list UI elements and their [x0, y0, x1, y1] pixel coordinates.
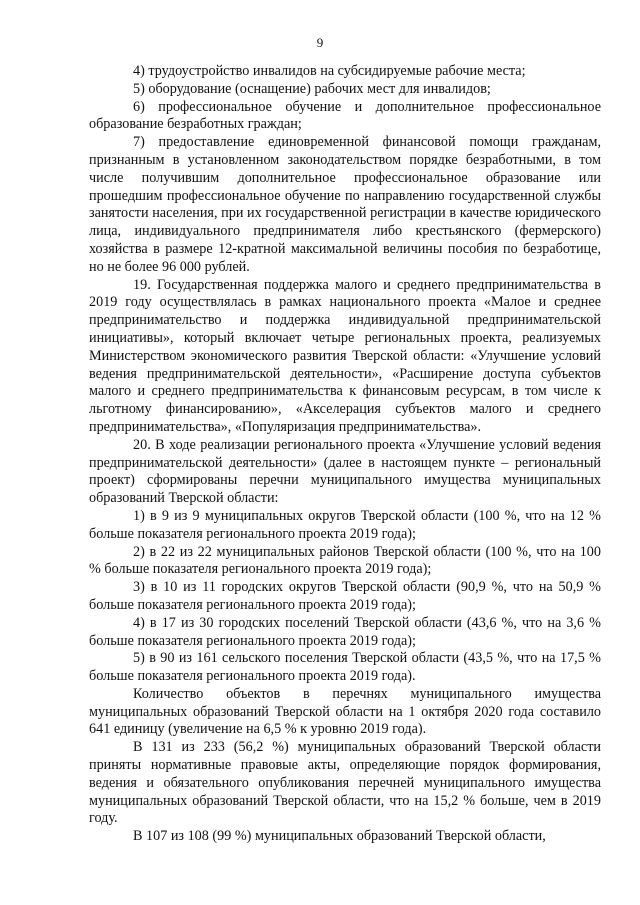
page-number: 9: [316, 35, 324, 50]
paragraph-item-6: 6) профессиональное обучение и дополнительное профессиональное образование безработных граждан;: [89, 98, 601, 133]
paragraph-item-4: 4) трудоустройство инвалидов на субсидируемые рабочие места;: [133, 63, 526, 79]
paragraph-section-19: 19. Государственная поддержка малого и среднего предпринимательства в 2019 году осуществлялась в рамках национального проекта «Малое и среднее предпринимательство и поддержка индивидуальной предпринимательской инициативы», который включает четыре региональных проекта, реализуемых Министерством экономического развития Тверской области: «Улучшение условий ведения предпринимательской деятельности», «Расширение доступа субъектов малого и среднего предпринимательства к финансовым ресурсам, в том числе к льготному финансированию», «Акселерация субъектов малого и среднего предпринимательства», «Популяризация предпринимательства».: [89, 276, 601, 435]
paragraph-list-item-1: 1) в 9 из 9 муниципальных округов Тверской области (100 %, что на 12 % больше показателя регионального проекта 2019 года);: [89, 507, 601, 542]
paragraph-continuation: В 107 из 108 (99 %) муниципальных образований Тверской области,: [133, 828, 546, 845]
paragraph-list-item-4: 4) в 17 из 30 городских поселений Тверской области (43,6 %, что на 3,6 % больше показателя регионального проекта 2019 года);: [89, 614, 601, 649]
paragraph-section-20: 20. В ходе реализации регионального проекта «Улучшение условий ведения предпринимательской деятельности» (далее в настоящем пункте – региональный проект) сформированы перечни муниципального имущества муниципальных образований Тверской области:: [89, 436, 601, 507]
paragraph-list-item-2: 2) в 22 из 22 муниципальных районов Тверской области (100 %, что на 100 % больше показателя регионального проекта 2019 года);: [89, 543, 601, 578]
document-body: [89, 63, 601, 846]
paragraph-list-item-3: 3) в 10 из 11 городских округов Тверской области (90,9 %, что на 50,9 % больше показателя регионального проекта 2019 года);: [89, 579, 601, 613]
paragraph-list-item-5: 5) в 90 из 161 сельского поселения Тверской области (43,5 %, что на 17,5 % больше показателя регионального проекта 2019 года).: [89, 650, 601, 685]
paragraph-item-7: 7) предоставление единовременной финансовой помощи гражданам, признанным в установленном законодательством порядке безработными, в том числе получившим дополнительное профессиональное образование или прошедшим профессиональное обучение по направлению государственной службы занятости населения, при их государственной регистрации в качестве юридического лица, индивидуального предпринимателя либо крестьянского (фермерского) хозяйства в размере 12-кратной максимальной величины пособия по безработице, но не более 96 000 рублей.: [89, 134, 601, 275]
paragraph-item-5: 5) оборудование (оснащение) рабочих мест для инвалидов;: [133, 80, 491, 97]
paragraph-legal-acts: В 131 из 233 (56,2 %) муниципальных образований Тверской области приняты нормативные правовые акты, определяющие порядок формирования, ведения и обязательного опубликования перечней муниципального имущества муниципальных образований Тверской области, что на 15,2 % больше, чем в 2019 году.: [89, 739, 601, 827]
paragraph-object-count: Количество объектов в перечнях муниципального имущества муниципальных образований Тверской области на 1 октября 2020 года составило 641 единицу (увеличение на 6,5 % к уровню 2019 года).: [89, 685, 601, 738]
